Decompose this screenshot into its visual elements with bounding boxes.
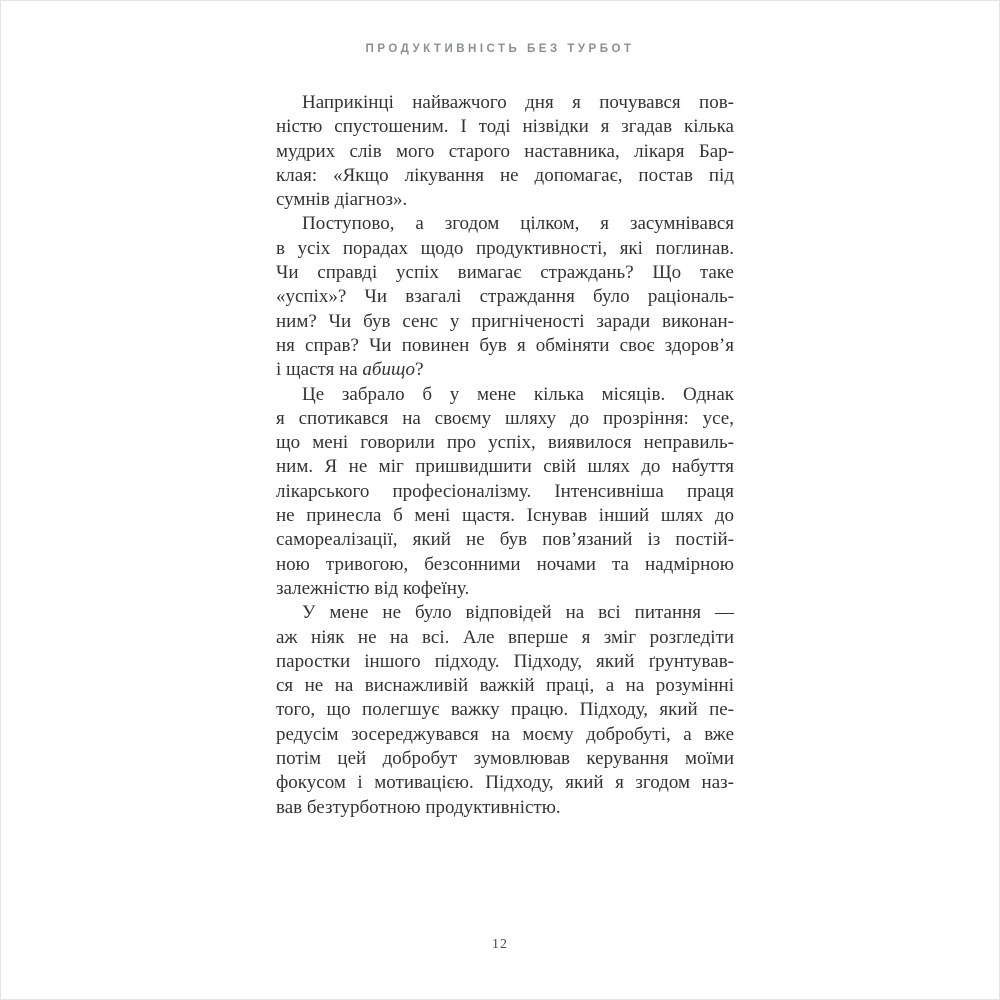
text-line: ся не на виснажливій важкій праці, а на розумінні	[276, 675, 734, 697]
running-header: ПРОДУКТИВНІСТЬ БЕЗ ТУРБОТ	[365, 43, 635, 55]
text-line: не принесла б мені щастя. Існував інший шлях до	[276, 505, 734, 527]
text-line: самореалізації, який не був пов’язаний із постій-	[276, 529, 734, 551]
text-line: «успіх»? Чи взагалі страждання було раціональ-	[276, 286, 734, 308]
text-line: потім цей добробут зумовлював керування моїми	[276, 748, 734, 770]
page-body	[276, 91, 734, 820]
text-line: мудрих слів мого старого наставника, лікаря Бар-	[276, 140, 734, 162]
text-line: сумнів діагноз».	[276, 189, 408, 211]
text-line: У мене не було відповідей на всі питання —	[302, 602, 734, 624]
text-line: паростки іншого підходу. Підходу, який ґрунтував-	[276, 650, 734, 672]
text-line: фокусом і мотивацією. Підходу, який я згодом наз-	[276, 772, 734, 794]
text-line: редусім зосереджувався на моєму добробуті, а вже	[276, 723, 734, 745]
text-line: Поступово, а згодом цілком, я засумнівався	[302, 213, 734, 235]
text-line: Це забрало б у мене кілька місяців. Однак	[302, 383, 734, 405]
text-line: я спотикався на своєму шляху до прозріння: усе,	[276, 407, 734, 429]
italic-text: абищо	[362, 359, 416, 381]
text-line: лікарського професіоналізму. Інтенсивніша праця	[276, 480, 734, 502]
text-line: клая: «Якщо лікування не допомагає, постав під	[276, 164, 734, 186]
text-line: ністю спустошеним. І тоді нізвідки я згадав кілька	[276, 116, 734, 138]
text-line: того, що полегшує важку працю. Підходу, який пе-	[276, 699, 734, 721]
text-line: аж ніяк не на всі. Але вперше я зміг розгледіти	[276, 626, 734, 648]
text-line: ною тривогою, безсонними ночами та надмірною	[276, 553, 734, 575]
text-line: ним. Я не міг пришвидшити свій шлях до набуття	[276, 456, 734, 478]
text-line: ня справ? Чи повинен був я обміняти своє здоров’я	[276, 334, 734, 356]
text-line: ним? Чи був сенс у пригніченості заради виконан-	[276, 310, 734, 332]
text-line: Наприкінці найважчого дня я почувався пов-	[302, 92, 734, 113]
text-line: залежністю від кофеїну.	[276, 577, 470, 599]
text-line: і щастя на абищо?	[276, 359, 424, 381]
text-line: в усіх порадах щодо продуктивності, які поглинав.	[276, 237, 734, 259]
page-number: 12	[492, 937, 508, 952]
text-line: що мені говорили про успіх, виявилося неправиль-	[276, 432, 734, 454]
text-line: вав безтурботною продуктивністю.	[276, 796, 561, 818]
text-line: Чи справді успіх вимагає страждань? Що таке	[276, 262, 734, 284]
